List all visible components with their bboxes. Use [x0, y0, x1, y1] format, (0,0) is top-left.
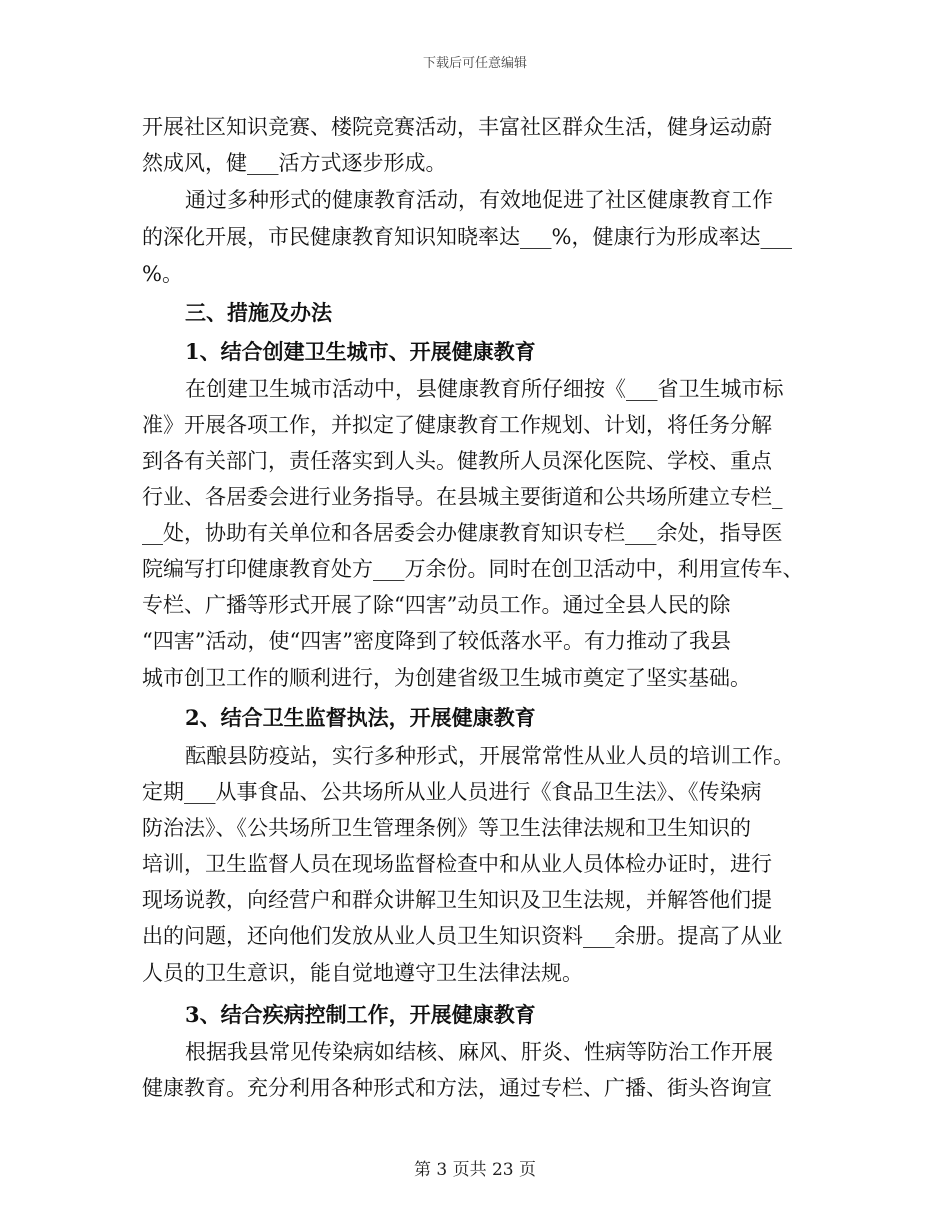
body-line: 专栏、广播等形式开展了除“四害”动员工作。通过全县人民的除 — [142, 593, 731, 617]
body-line: 出的问题，还向他们发放从业人员卫生知识资料___余册。提高了从业 — [142, 924, 783, 948]
body-line: 防治法》、《公共场所卫生管理条例》等卫生法律法规和卫生知识的 — [142, 816, 751, 840]
body-line: 定期___从事食品、公共场所从业人员进行《食品卫生法》、《传染病 — [142, 780, 762, 804]
subsection-heading: 2、结合卫生监督执法，开展健康教育 — [185, 705, 536, 730]
page-footer: 第 3 页共 23 页 — [413, 1160, 537, 1180]
body-line: 通过多种形式的健康教育活动，有效地促进了社区健康教育工作 — [185, 188, 773, 212]
body-line: 行业、各居委会进行业务指导。在县城主要街道和公共场所建立专栏_ — [142, 485, 783, 509]
body-line: 的深化开展，市民健康教育知识知晓率达___%，健康行为形成率达___ — [142, 225, 792, 249]
body-line: “四害”活动，使“四害”密度降到了较低落水平。有力推动了我县 — [142, 629, 731, 653]
body-line: 人员的卫生意识，能自觉地遵守卫生法律法规。 — [142, 961, 583, 985]
body-line: 然成风，健___活方式逐步形成。 — [142, 151, 447, 175]
body-line: 在创建卫生城市活动中，县健康教育所仔细按《___省卫生城市标 — [185, 377, 784, 401]
body-line: 酝酿县防疫站，实行多种形式，开展常常性从业人员的培训工作。 — [185, 744, 794, 768]
page-header: 下载后可任意编辑 — [422, 56, 527, 71]
body-line: 健康教育。充分利用各种形式和方法，通过专栏、广播、街头咨询宣 — [142, 1076, 772, 1100]
body-line: 院编写打印健康教育处方___万余份。同时在创卫活动中，利用宣传车、 — [142, 557, 804, 581]
body-line: 根据我县常见传染病如结核、麻风、肝炎、性病等防治工作开展 — [185, 1040, 773, 1064]
body-line: 城市创卫工作的顺利进行，为创建省级卫生城市奠定了坚实基础。 — [142, 666, 751, 690]
subsection-heading: 3、结合疾病控制工作，开展健康教育 — [185, 1002, 536, 1027]
body-line: 到各有关部门，责任落实到人头。健教所人员深化医院、学校、重点 — [142, 449, 772, 473]
body-line: __处，协助有关单位和各居委会办健康教育知识专栏___余处，指导医 — [142, 521, 783, 545]
subsection-heading: 1、结合创建卫生城市、开展健康教育 — [185, 339, 536, 364]
body-line: 开展社区知识竞赛、楼院竞赛活动，丰富社区群众生活，健身运动蔚 — [142, 115, 772, 139]
body-line: 现场说教，向经营户和群众讲解卫生知识及卫生法规，并解答他们提 — [142, 888, 772, 912]
body-line: 准》开展各项工作，并拟定了健康教育工作规划、计划，将任务分解 — [142, 413, 772, 437]
body-line: %。 — [142, 262, 183, 286]
body-line: 培训，卫生监督人员在现场监督检查中和从业人员体检办证时，进行 — [142, 852, 772, 876]
section-heading: 三、措施及办法 — [185, 300, 332, 325]
